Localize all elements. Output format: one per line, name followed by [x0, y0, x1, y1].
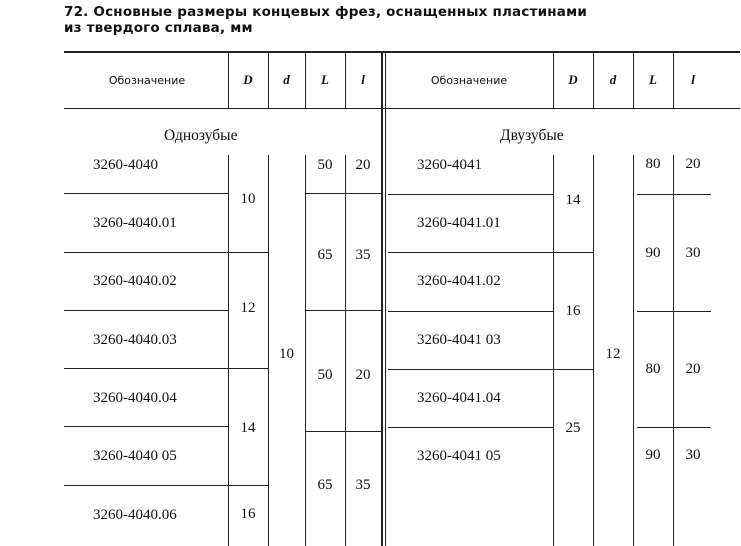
group-label-single-tooth: Однозубые: [164, 127, 238, 144]
row-rule: [637, 427, 711, 428]
right-row-0: 3260-4041: [417, 157, 482, 173]
col-line: [673, 155, 674, 546]
row-rule: [388, 427, 553, 428]
right-L-1: 90: [645, 245, 661, 261]
left-L-1: 65: [317, 247, 333, 263]
right-l-1: 30: [685, 245, 701, 261]
row-rule: [64, 310, 228, 311]
right-row-4: 3260-4041.04: [417, 390, 501, 406]
row-rule: [637, 311, 711, 312]
row-rule: [305, 193, 381, 194]
left-L-0: 50: [317, 157, 333, 173]
left-l-2: 20: [355, 367, 371, 383]
header-L-left: L: [321, 72, 329, 87]
title-line-1: 72. Основные размеры концевых фрез, оснащенных пластинами: [64, 4, 587, 20]
right-L-0: 80: [645, 156, 661, 172]
right-row-3: 3260-4041 03: [417, 332, 501, 348]
top-rule: [64, 51, 740, 53]
right-l-3: 30: [685, 447, 701, 463]
header-l-right: l: [691, 72, 695, 87]
header-designation-right: Обозначение: [430, 74, 508, 87]
col-line: [633, 155, 634, 546]
left-row-0: 3260-4040: [93, 157, 158, 173]
row-rule: [388, 369, 593, 370]
hdr-sep: [228, 53, 229, 108]
header-bottom-rule: [64, 108, 740, 109]
left-row-2: 3260-4040.02: [93, 273, 177, 289]
left-row-6: 3260-4040.06: [93, 507, 177, 523]
hdr-sep: [345, 53, 346, 108]
right-l-2: 20: [685, 361, 701, 377]
left-L-3: 65: [317, 477, 333, 493]
left-l-0: 20: [355, 157, 371, 173]
row-rule: [305, 310, 381, 311]
right-row-5: 3260-4041 05: [417, 448, 501, 464]
right-row-1: 3260-4041.01: [417, 215, 501, 231]
right-D-0: 14: [565, 192, 581, 208]
hdr-sep: [305, 53, 306, 108]
left-row-5: 3260-4040 05: [93, 448, 177, 464]
hdr-sep: [593, 53, 594, 108]
col-line: [228, 155, 229, 546]
hdr-sep: [673, 53, 674, 108]
left-L-2: 50: [317, 367, 333, 383]
row-rule: [64, 252, 268, 253]
group-label-double-tooth: Двузубые: [500, 127, 564, 144]
left-D-3: 16: [240, 506, 256, 522]
header-designation-left: Обозначение: [108, 74, 186, 87]
row-rule: [388, 194, 553, 195]
right-D-2: 25: [565, 420, 581, 436]
left-l-3: 35: [355, 477, 371, 493]
left-D-2: 14: [240, 420, 256, 436]
hdr-sep: [268, 53, 269, 108]
left-row-3: 3260-4040.03: [93, 332, 177, 348]
right-L-2: 80: [645, 361, 661, 377]
header-D-left: D: [243, 72, 253, 87]
right-l-0: 20: [685, 156, 701, 172]
left-D-0: 10: [240, 191, 256, 207]
header-D-right: D: [568, 72, 578, 87]
row-rule: [305, 431, 381, 432]
table-title: [64, 4, 587, 36]
center-divider-2: [385, 51, 386, 546]
header-L-right: L: [649, 72, 657, 87]
left-l-1: 35: [355, 247, 371, 263]
row-rule: [388, 252, 593, 253]
right-D-1: 16: [565, 303, 581, 319]
row-rule: [64, 485, 268, 486]
center-divider: [381, 51, 383, 546]
hdr-sep: [553, 53, 554, 108]
header-d-left: d: [283, 72, 290, 87]
title-line-2: из твердого сплава, мм: [64, 20, 253, 36]
hdr-sep: [633, 53, 634, 108]
right-L-3: 90: [645, 447, 661, 463]
row-rule: [64, 368, 268, 369]
row-rule: [637, 194, 711, 195]
right-d-0: 12: [605, 346, 621, 362]
row-rule: [64, 426, 228, 427]
header-d-right: d: [609, 72, 617, 87]
col-line: [553, 155, 554, 546]
right-row-2: 3260-4041.02: [417, 273, 501, 289]
left-d-0: 10: [279, 346, 294, 362]
left-row-1: 3260-4040.01: [93, 215, 177, 231]
left-D-1: 12: [240, 300, 256, 316]
left-row-4: 3260-4040.04: [93, 390, 177, 406]
header-l-left: l: [361, 72, 365, 87]
row-rule: [388, 311, 553, 312]
row-rule: [64, 193, 228, 194]
